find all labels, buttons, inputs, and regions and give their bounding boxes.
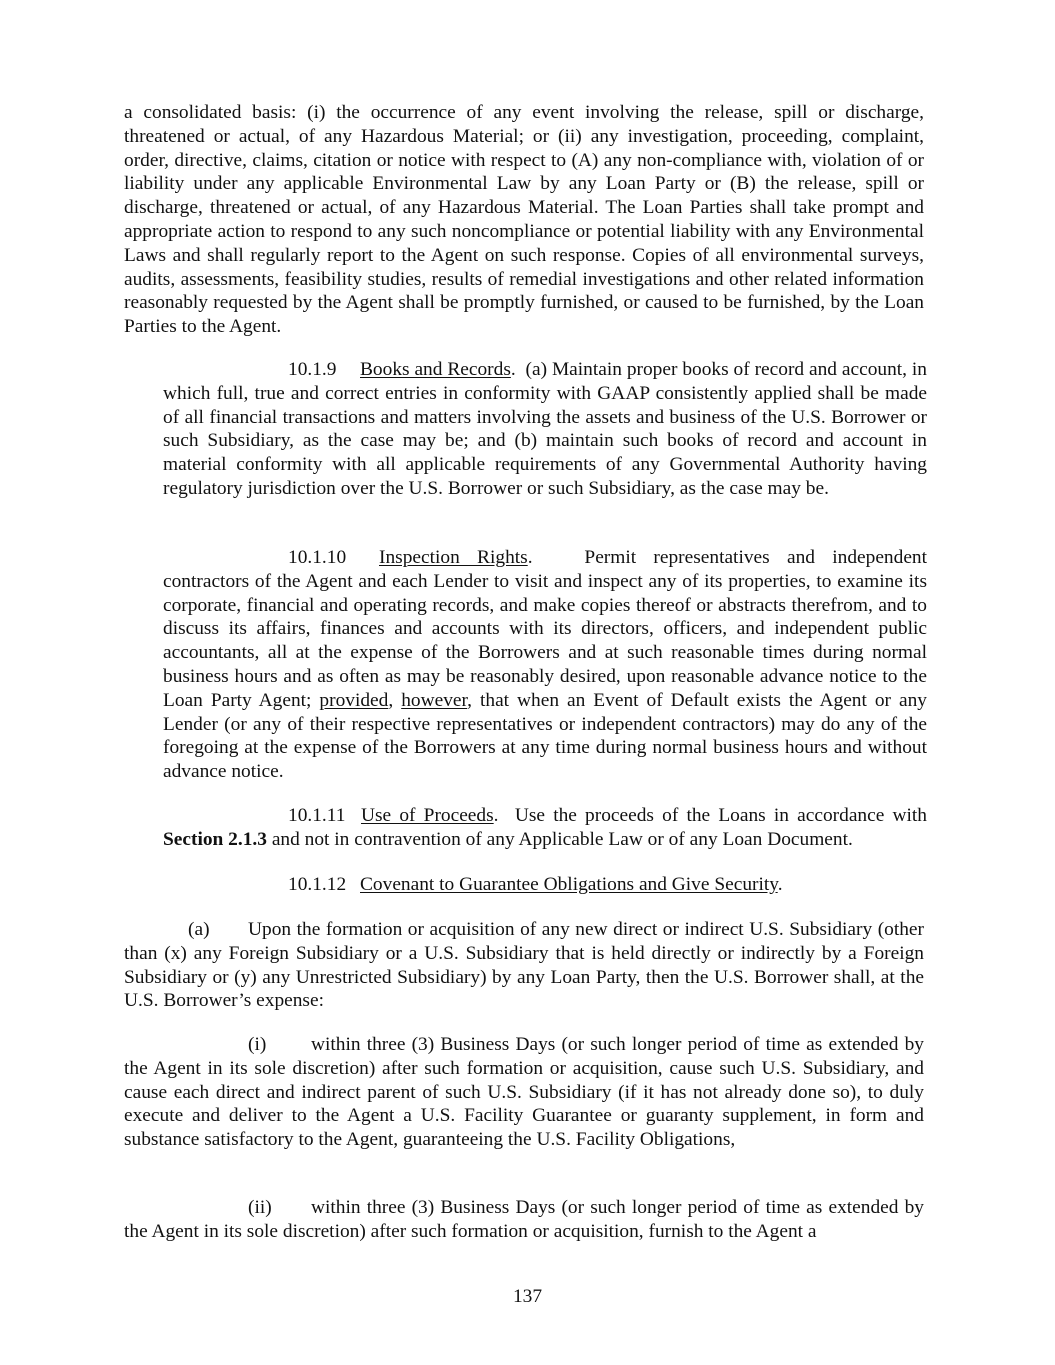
section-number: 10.1.12 <box>288 874 347 895</box>
section-body: Use the proceeds of the Loans in accordance with <box>514 805 927 826</box>
intro-paragraph <box>124 101 924 339</box>
section-body-cont: , that when an Event of Default exists the Agent or any Lender (or any of their respective representatives or independent contractors) may do any of the foregoing at the expense of the Borrowers at any time during normal business hours and without advance notice. <box>163 689 927 783</box>
section-heading: Books and Records <box>360 359 511 380</box>
section-10-1-11: 10.1.11 Use of Proceeds. Use the proceeds of the Loans in accordance with Section 2.1.3 and not in contravention of any Applicable Law or of any Loan Document. <box>163 805 927 850</box>
section-reference: Section 2.1.3 <box>163 828 267 850</box>
paragraph-a <box>124 918 924 1013</box>
section-heading: Use of Proceeds <box>361 805 494 826</box>
paragraph-label: (i) <box>248 1034 267 1055</box>
paragraph-label: (a) <box>188 919 210 940</box>
section-number: 10.1.11 <box>288 805 346 826</box>
page-number: 137 <box>512 1286 543 1307</box>
paragraph-ii <box>124 1196 924 1244</box>
paragraph-i <box>124 1033 924 1152</box>
section-number: 10.1.9 <box>288 359 337 380</box>
paragraph-body: within three (3) Business Days (or such longer period of time as extended by the Agent in its sole discretion) after such formation or acquisition, cause such U.S. Subsidiary, and cause each direct and indirect parent of such U.S. Subsidiary (if it has not already done so), to duly execute and deliver to the Agent a U.S. Facility Guarantee or guaranty supplement, in form and substance satisfactory to the Agent, guaranteeing the U.S. Facility Obligations, <box>124 1034 924 1151</box>
section-heading: Inspection Rights <box>379 547 528 568</box>
section-body: (a) Maintain proper books of record and account, in which full, true and correct entries in conformity with GAAP consistently applied shall be made of all financial transactions and matters involving the assets and business of the U.S. Borrower or such Subsidiary, as the case may be; and (b) maintain such books of record and account in material conformity with all applicable requirements of any Governmental Authority having regulatory jurisdiction over the U.S. Borrower or such Subsidiary, as the case may be. <box>163 359 927 499</box>
section-body: Permit representatives and independent contractors of the Agent and each Lender to visit and inspect any of its properties, to examine its corporate, financial and operating records, and make copies thereof or abstracts therefrom, and to discuss its affairs, finances and accounts with its directors, officers, and independent public accountants, all at the expense of the Borrowers and at such reasonable times during normal business hours and as often as may be reasonably desired, upon reasonable advance notice to the Loan Party Agent; <box>163 547 928 711</box>
section-10-1-12: 10.1.12 Covenant to Guarantee Obligations and Give Security. <box>288 874 783 895</box>
section-10-1-9: 10.1.9 Books and Records. (a) Maintain proper books of record and account, in which full, true and correct entries in conformity with GAAP consistently applied shall be made of all financial transactions and matters involving the assets and business of the U.S. Borrower or such Subsidiary, as the case may be; and (b) maintain such books of record and account in material conformity with all applicable requirements of any Governmental Authority having regulatory jurisdiction over the U.S. Borrower or such Subsidiary, as the case may be. <box>163 359 927 499</box>
section-body-cont: and not in contravention of any Applicable Law or of any Loan Document. <box>271 828 853 850</box>
however-term: however <box>401 689 468 711</box>
section-heading: Covenant to Guarantee Obligations and Give Security <box>360 874 778 895</box>
paragraph-body: within three (3) Business Days (or such longer period of time as extended by the Agent in its sole discretion) after such formation or acquisition, furnish to the Agent a <box>124 1197 924 1242</box>
provided-term: provided <box>319 689 389 711</box>
paragraph-body: Upon the formation or acquisition of any new direct or indirect U.S. Subsidiary (other than (x) any Foreign Subsidiary or a U.S. Subsidiary that is held directly or indirectly by a Foreign Subsidiary or (y) any Unrestricted Subsidiary) by any Loan Party, then the U.S. Borrower shall, at the U.S. Borrower’s expense: <box>124 919 924 1012</box>
paragraph-label: (ii) <box>248 1197 272 1218</box>
section-number: 10.1.10 <box>288 547 347 568</box>
section-10-1-10: 10.1.10 Inspection Rights. Permit representatives and independent contractors of the Agent and each Lender to visit and inspect any of its properties, to examine its corporate, financial and operating records, and make copies thereof or abstracts therefrom, and to discuss its affairs, finances and accounts with its directors, officers, and independent public accountants, all at the expense of the Borrowers and at such reasonable times during normal business hours and as often as may be reasonably desired, upon reasonable advance notice to the Loan Party Agent; provided, however, that when an Event of Default exists the Agent or any Lender (or any of their respective representatives or independent contractors) may do any of the foregoing at the expense of the Borrowers at any time during normal business hours and without advance notice. <box>163 547 928 783</box>
intro-text: a consolidated basis: (i) the occurrence of any event involving the release, spill or discharge, threatened or actual, of any Hazardous Material; or (ii) any investigation, proceeding, complaint, order, directive, claims, citation or notice with respect to (A) any non-compliance with, violation of or liability under any applicable Environmental Law by any Loan Party or (B) the release, spill or discharge, threatened or actual, of any Hazardous Material. The Loan Parties shall take prompt and appropriate action to respond to any such noncompliance or potential liability with any Environmental Laws and shall regularly report to the Agent on such response. Copies of all environmental surveys, audits, assessments, feasibility studies, results of remedial investigations and other related information reasonably requested by the Agent shall be promptly furnished, or caused to be furnished, by the Loan Parties to the Agent. <box>124 102 924 338</box>
